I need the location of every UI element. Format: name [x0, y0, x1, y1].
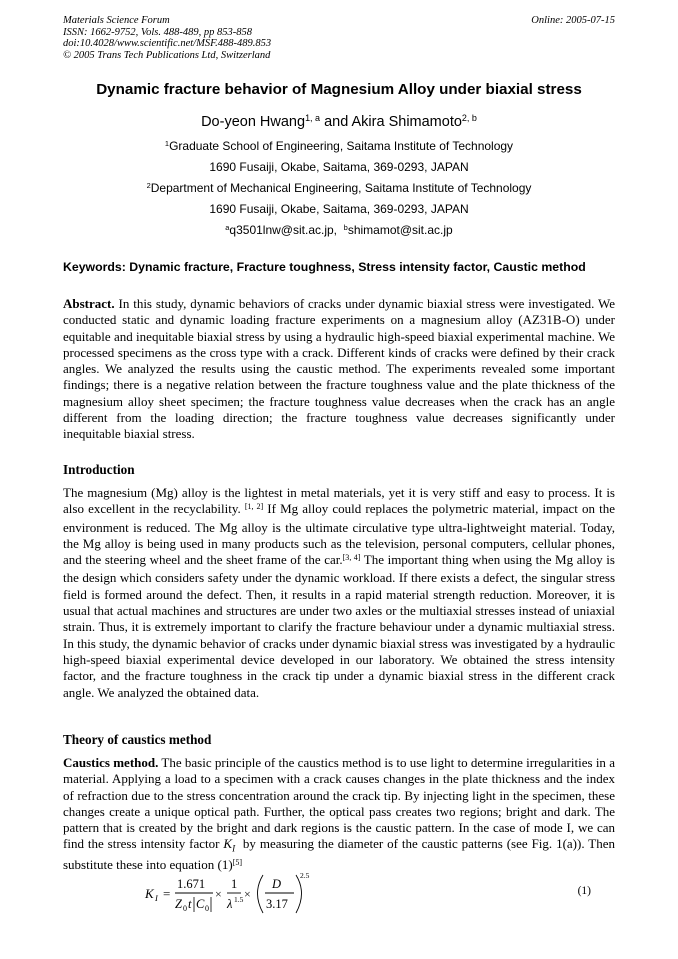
- author-conj: and: [320, 114, 352, 130]
- online-date: Online: 2005-07-15: [531, 15, 615, 26]
- eq-lhs: K: [145, 886, 154, 901]
- eq-times-2: ×: [244, 887, 251, 901]
- equation-number: (1): [577, 885, 591, 897]
- citation-3-4: [3, 4]: [342, 552, 361, 562]
- eq-den1-t: t: [188, 897, 192, 911]
- abstract-label: Abstract.: [63, 296, 115, 311]
- citation-1-2: [1, 2]: [244, 501, 264, 511]
- eq-paren-left: [258, 875, 264, 913]
- eq-exp: 2.5: [300, 871, 310, 880]
- address-2: 1690 Fusaiji, Okabe, Saitama, 369-0293, JAPAN: [209, 202, 469, 216]
- journal-header: [63, 15, 271, 61]
- eq-times-1: ×: [215, 887, 222, 901]
- affiliation-2-text: Department of Mechanical Engineering, Saitama Institute of Technology: [150, 181, 532, 195]
- eq-lambda: λ: [227, 897, 233, 911]
- journal-name: Materials Science Forum: [63, 15, 170, 26]
- eq-den3: 3.17: [266, 897, 288, 911]
- doi: doi:10.4028/www.scientific.net/MSF.488-489.853: [63, 38, 272, 49]
- eq-lambda-exp: 1.5: [234, 895, 244, 904]
- affiliation-2-sup: 2: [146, 180, 151, 190]
- symbol-k: K: [223, 836, 233, 852]
- introduction-heading: Introduction: [63, 462, 135, 477]
- paper-title: Dynamic fracture behavior of Magnesium Alloy under biaxial stress: [96, 81, 582, 98]
- author-line: [0, 114, 678, 130]
- eq-lhs-sub: I: [155, 893, 158, 903]
- email-a-sup: a: [225, 222, 230, 232]
- copyright: © 2005 Trans Tech Publications Ltd, Switzerland: [63, 49, 271, 61]
- abstract: [63, 296, 615, 443]
- introduction-text: [63, 485, 615, 701]
- author-2: Akira Shimamoto: [351, 114, 462, 130]
- eq-den1-z-sub: 0: [183, 904, 187, 913]
- caustics-part-1: The basic principle of the caustics method is to use light to determine irregularities in a material. Applying a load to a specimen with a crack causes changes in the plate thickness and the index of refraction due to the stress concentration around the crack tip. By injecting light in the specimen, these changes create a unique optical path. Further, the optical pass creates two regions; bright and dark. The pattern that is created by the bright and dark regions is the caustic pattern. In the case of mode I, we can find the stress intensity factor: [63, 755, 615, 852]
- intro-part-1: The magnesium (Mg) alloy is the lightest in metal materials, yet it is very stiff and easy to process. It is also excellent in the recyclability.: [63, 485, 615, 517]
- eq-num3: D: [272, 877, 282, 891]
- keywords: Keywords: Dynamic fracture, Fracture toughness, Stress intensity factor, Caustic method: [63, 260, 586, 274]
- author-2-sup: 2, b: [461, 113, 477, 124]
- equation-1: [142, 868, 612, 920]
- affiliation-1-sup: 1: [164, 138, 170, 148]
- caustics-part-2: by measuring the diameter of the caustic patterns (see Fig. 1(a)). Then substitute these into equation (1): [63, 836, 619, 873]
- eq-den1-c: C: [196, 897, 205, 911]
- issn: ISSN: 1662-9752, Vols. 488-489, pp 853-858: [63, 26, 252, 38]
- affiliation-1-text: Graduate School of Engineering, Saitama Institute of Technology: [169, 139, 514, 153]
- symbol-k-sub: I: [232, 844, 236, 855]
- intro-part-3: The important thing when using the Mg alloy is the design which considers safety under the dynamic workload. If there exists a defect, the singular stress field is formed around the defect. Then, it results in a rapid material strength reduction. Moreover, it is usual that actual machines and structures are under two axles or the multiaxial stresses instead of uniaxial strain. Thus, it is extremely important to clarify the fracture behaviour under a dynamic multiaxial stress. In this study, the dynamic behavior of cracks under dynamic biaxial stress was investigated by a hydraulic high-speed biaxial experimental device developed in our laboratory. We obtained the stress intensity factor, and the fracture toughness in the crack tip under a dynamic biaxial stress in the different crack angle. We analyzed the obtained data.: [63, 552, 615, 700]
- eq-equals: =: [163, 886, 171, 901]
- citation-5: [5]: [232, 857, 243, 867]
- eq-paren-right: [296, 875, 302, 913]
- theory-heading: Theory of caustics method: [63, 732, 212, 747]
- eq-den1-c-sub: 0: [205, 904, 209, 913]
- author-1: Do-yeon Hwang: [201, 114, 306, 130]
- intro-part-2: If Mg alloy could replaces the polymetric material, impact on the environment is reduced. The Mg alloy is the ultimate circulative type ultra-lightweight material. Today, the Mg alloy is being used in many products such as the television, personal computers, cellular phones, and the steering wheel and the sheet frame of the car.: [63, 501, 616, 568]
- emails: [0, 223, 678, 237]
- caustics-label: Caustics method.: [63, 755, 159, 770]
- affiliation-1: [0, 139, 678, 153]
- email-b-sup: b: [343, 222, 348, 232]
- author-1-sup: 1, a: [305, 113, 321, 124]
- eq-den1-z: Z: [175, 897, 182, 911]
- caustics-text: [63, 755, 619, 876]
- address-1: 1690 Fusaiji, Okabe, Saitama, 369-0293, JAPAN: [209, 160, 469, 174]
- email-a: q3501lnw@sit.ac.jp,: [229, 223, 337, 237]
- abstract-text: In this study, dynamic behaviors of cracks under dynamic biaxial stress were investigated. We conducted static and dynamic loading fracture experiments on a magnesium alloy (AZ31B-O) under equitable and inequitable biaxial stress by using a hydraulic high-speed biaxial experimental machine. We processed specimens as the cross type with a crack. Different kinds of cracks were defined by their crack angles. We analyzed the results using the caustic method. The experiments revealed some important findings; there is a negative relation between the fracture toughness value and the plate thickness of the magnesium alloy sheet specimen; the fracture toughness value decreases when the crack has an angle different from the loading direction; the fracture toughness value decreases significantly under inequitable biaxial stress.: [63, 296, 615, 442]
- email-b: shimamot@sit.ac.jp: [347, 223, 453, 237]
- affiliation-2: [0, 181, 678, 195]
- eq-num2: 1: [231, 877, 238, 891]
- eq-num1: 1.671: [177, 877, 206, 891]
